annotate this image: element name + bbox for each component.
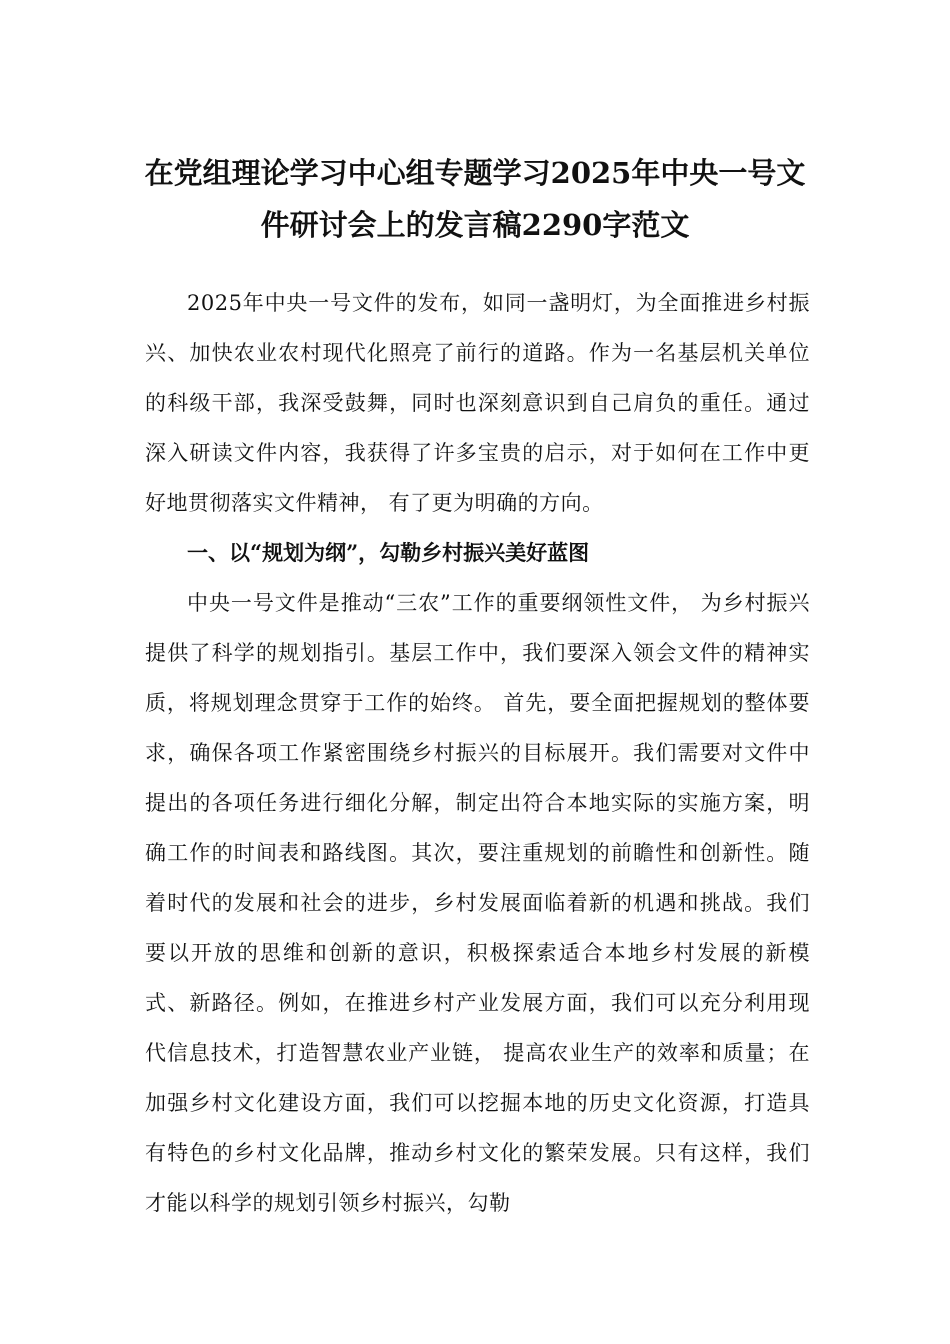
title-line-1: 在党组理论学习中心组专题学习2025年中央一号文: [144, 156, 806, 191]
document-title: [120, 147, 830, 251]
title-line-2: 件研讨会上的发言稿2290字范文: [260, 208, 690, 243]
section-heading-1: 一、以“规划为纲”，勾勒乡村振兴美好蓝图: [187, 540, 590, 565]
paragraph-section-1: 中央一号文件是推动“三农”工作的重要纲领性文件， 为乡村振兴提供了科学的规划指引。基层工作中，我们要深入领会文件的精神实质，将规划理念贯穿于工作的始终。 首先，要全面把握规划的整体要求，确保各项工作紧密围绕乡村振兴的目标展开。我们需要对文件中提出的各项任务进行细化分解，制定出符合本地实际的实施方案，明确工作的时间表和路线图。其次，要注重规划的前瞻性和创新性。随着时代的发展和社会的进步，乡村发展面临着新的机遇和挑战。我们要以开放的思维和创新的意识，积极探索适合本地乡村发展的新模式、新路径。例如，在推进乡村产业发展方面，我们可以充分利用现代信息技术，打造智慧农业产业链， 提高农业生产的效率和质量；在加强乡村文化建设方面，我们可以挖掘本地的历史文化资源，打造具有特色的乡村文化品牌，推动乡村文化的繁荣发展。只有这样，我们才能以科学的规划引领乡村振兴，勾勒: [145, 591, 810, 1215]
paragraph-intro: 2025年中央一号文件的发布，如同一盏明灯，为全面推进乡村振兴、加快农业农村现代化照亮了前行的道路。作为一名基层机关单位的科级干部，我深受鼓舞，同时也深刻意识到自己肩负的重任。通过深入研读文件内容，我获得了许多宝贵的启示，对于如何在工作中更好地贯彻落实文件精神， 有了更为明确的方向。: [145, 291, 810, 515]
document-body: [145, 278, 810, 1228]
